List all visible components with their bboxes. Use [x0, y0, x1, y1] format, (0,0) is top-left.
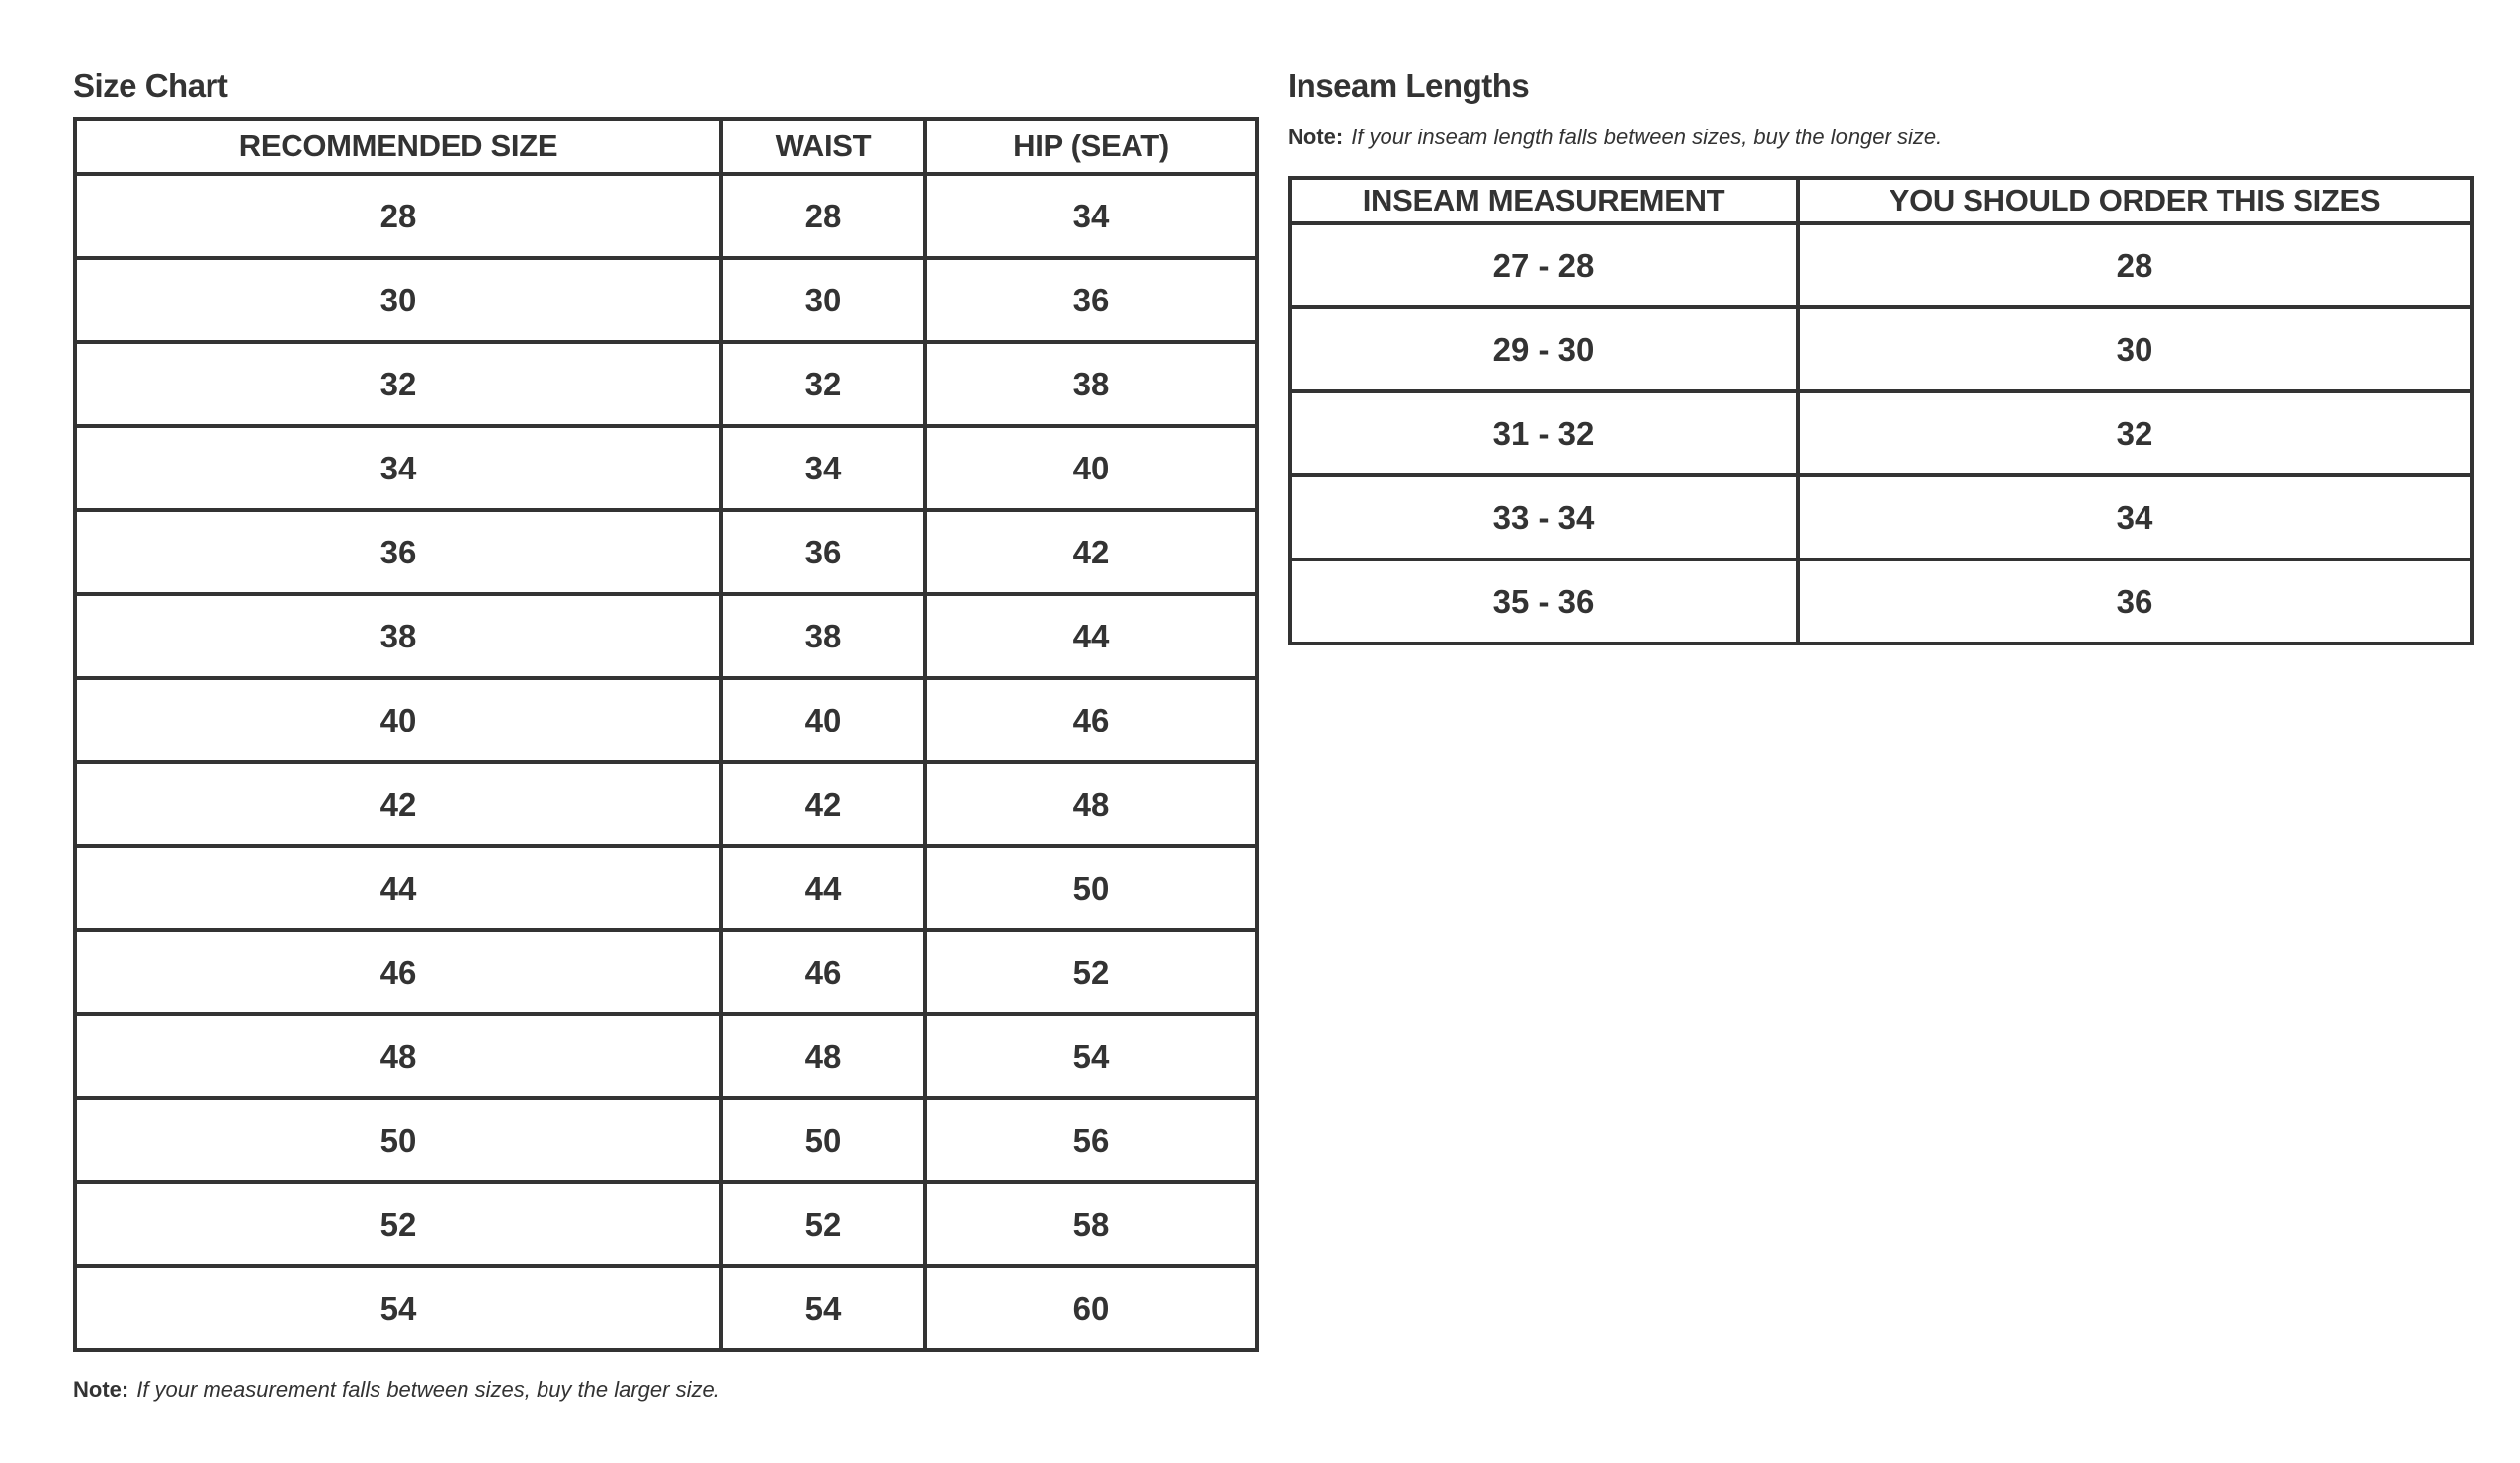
- table-cell: 42: [721, 762, 925, 846]
- table-cell: 36: [925, 258, 1257, 342]
- table-row: [75, 510, 1257, 594]
- table-cell: 58: [925, 1182, 1257, 1266]
- inseam-table: [1288, 176, 2474, 645]
- size-chart-table: [73, 117, 1259, 1352]
- header-order-size: YOU SHOULD ORDER THIS SIZES: [1798, 178, 2472, 223]
- table-cell: 34: [1798, 475, 2472, 559]
- table-cell: 40: [721, 678, 925, 762]
- table-cell: 42: [75, 762, 721, 846]
- table-row: [75, 426, 1257, 510]
- table-cell: 50: [925, 846, 1257, 930]
- table-cell: 48: [925, 762, 1257, 846]
- table-cell: 38: [925, 342, 1257, 426]
- table-cell: 46: [721, 930, 925, 1014]
- table-cell: 31 - 32: [1290, 391, 1798, 475]
- table-row: [75, 762, 1257, 846]
- inseam-lengths-title: Inseam Lengths: [1288, 67, 1530, 104]
- table-header-row: [75, 119, 1257, 174]
- header-hip-seat: HIP (SEAT): [925, 119, 1257, 174]
- table-cell: 36: [1798, 559, 2472, 644]
- table-cell: 48: [75, 1014, 721, 1098]
- table-row: [75, 1014, 1257, 1098]
- table-cell: 50: [75, 1098, 721, 1182]
- table-row: [1290, 307, 2472, 391]
- header-recommended-size: RECOMMENDED SIZE: [75, 119, 721, 174]
- table-header-row: [1290, 178, 2472, 223]
- table-row: [75, 594, 1257, 678]
- table-cell: 50: [721, 1098, 925, 1182]
- table-cell: 54: [721, 1266, 925, 1350]
- table-cell: 30: [75, 258, 721, 342]
- table-cell: 32: [721, 342, 925, 426]
- table-cell: 52: [75, 1182, 721, 1266]
- table-row: [75, 846, 1257, 930]
- table-row: [1290, 391, 2472, 475]
- note-label: Note:: [1288, 125, 1344, 149]
- table-cell: 46: [75, 930, 721, 1014]
- table-cell: 28: [75, 174, 721, 258]
- table-cell: 48: [721, 1014, 925, 1098]
- inseam-note: [1288, 125, 1942, 150]
- table-cell: 40: [75, 678, 721, 762]
- table-cell: 35 - 36: [1290, 559, 1798, 644]
- table-row: [75, 1098, 1257, 1182]
- table-cell: 30: [721, 258, 925, 342]
- note-text: If your measurement falls between sizes, buy the larger size.: [136, 1377, 720, 1402]
- table-row: [75, 1182, 1257, 1266]
- table-cell: 44: [721, 846, 925, 930]
- table-cell: 46: [925, 678, 1257, 762]
- table-cell: 28: [1798, 223, 2472, 307]
- table-row: [75, 174, 1257, 258]
- table-cell: 32: [75, 342, 721, 426]
- table-cell: 60: [925, 1266, 1257, 1350]
- table-cell: 34: [721, 426, 925, 510]
- table-row: [1290, 223, 2472, 307]
- table-cell: 38: [721, 594, 925, 678]
- table-cell: 29 - 30: [1290, 307, 1798, 391]
- table-row: [75, 930, 1257, 1014]
- table-cell: 40: [925, 426, 1257, 510]
- table-cell: 36: [75, 510, 721, 594]
- table-row: [75, 1266, 1257, 1350]
- header-inseam-measurement: INSEAM MEASUREMENT: [1290, 178, 1798, 223]
- note-text: If your inseam length falls between sizes, buy the longer size.: [1351, 125, 1943, 149]
- size-chart-title: Size Chart: [73, 67, 228, 104]
- table-cell: 52: [721, 1182, 925, 1266]
- table-cell: 42: [925, 510, 1257, 594]
- table-cell: 52: [925, 930, 1257, 1014]
- table-cell: 32: [1798, 391, 2472, 475]
- table-row: [1290, 475, 2472, 559]
- table-cell: 34: [75, 426, 721, 510]
- table-cell: 30: [1798, 307, 2472, 391]
- size-chart-body: [75, 174, 1257, 1350]
- table-row: [75, 258, 1257, 342]
- table-cell: 54: [925, 1014, 1257, 1098]
- table-row: [75, 342, 1257, 426]
- table-row: [75, 678, 1257, 762]
- inseam-lengths-section: [1288, 63, 2474, 620]
- table-cell: 44: [75, 846, 721, 930]
- table-cell: 38: [75, 594, 721, 678]
- table-cell: 44: [925, 594, 1257, 678]
- inseam-body: [1290, 223, 2472, 644]
- table-cell: 27 - 28: [1290, 223, 1798, 307]
- table-row: [1290, 559, 2472, 644]
- size-chart-note: [73, 1377, 720, 1403]
- table-cell: 54: [75, 1266, 721, 1350]
- table-cell: 56: [925, 1098, 1257, 1182]
- table-cell: 33 - 34: [1290, 475, 1798, 559]
- table-cell: 36: [721, 510, 925, 594]
- header-waist: WAIST: [721, 119, 925, 174]
- size-chart-section: [73, 63, 1259, 1402]
- note-label: Note:: [73, 1377, 129, 1402]
- table-cell: 28: [721, 174, 925, 258]
- table-cell: 34: [925, 174, 1257, 258]
